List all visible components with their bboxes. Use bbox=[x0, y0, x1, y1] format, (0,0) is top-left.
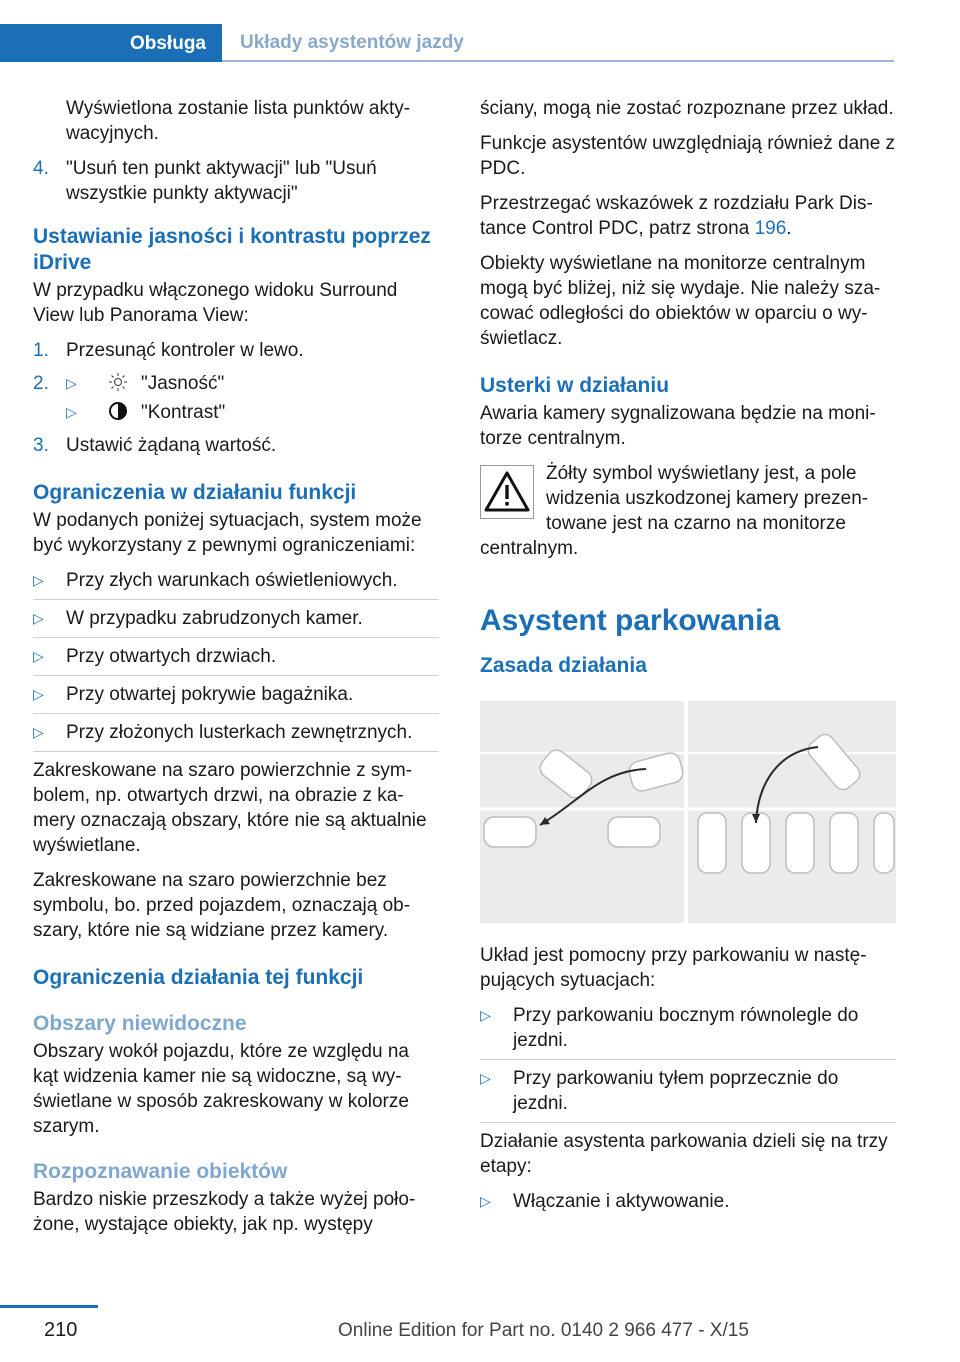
brightness-step-3 bbox=[33, 433, 439, 458]
step-text: "Usuń ten punkt aktywacji" lub "Usuń wszystkie punkty aktywacji" bbox=[66, 158, 377, 204]
right-column bbox=[480, 96, 896, 1222]
heading-brightness-contrast: Ustawianie jasności i kontrastu poprzez iDrive bbox=[33, 225, 431, 274]
assist-list bbox=[480, 1003, 896, 1123]
warning-block bbox=[480, 461, 896, 561]
step-number: 4. bbox=[33, 158, 49, 179]
step-text: Ustawić żądaną wartość. bbox=[66, 435, 277, 456]
list-item-text: Włączanie i aktywowanie. bbox=[513, 1191, 730, 1212]
brightness-icon bbox=[107, 372, 129, 392]
stages-intro: Działanie asystenta parkowania dzieli się na trzy etapy: bbox=[480, 1131, 888, 1177]
parking-illustration bbox=[480, 701, 896, 923]
bullet-icon: ▷ bbox=[33, 610, 44, 626]
footer-rule bbox=[0, 1305, 98, 1308]
bullet-icon: ▷ bbox=[480, 1193, 491, 1209]
contrast-icon bbox=[107, 401, 129, 421]
bullet-icon: ▷ bbox=[480, 1007, 491, 1023]
header-tabs bbox=[0, 24, 894, 62]
hatched-nosymbol-text: Zakreskowane na szaro powierzchnie bez symbolu, bo. przed pojazdem, oznaczają obszary, które nie są widziane przez kamery. bbox=[33, 870, 411, 941]
left-column bbox=[33, 96, 439, 1247]
pdc-reference-text: Przestrzegać wskazówek z rozdziału Park Distance Control PDC, patrz strona bbox=[480, 193, 873, 239]
contrast-label: "Kontrast" bbox=[141, 402, 226, 423]
list-intro-text: Wyświetlona zostanie lista punktów aktywacyjnych. bbox=[66, 98, 411, 144]
bullet-icon: ▷ bbox=[66, 375, 77, 391]
heading-faults: Usterki w działaniu bbox=[480, 374, 670, 397]
bullet-icon: ▷ bbox=[33, 686, 44, 702]
brightness-step-2-contrast bbox=[33, 400, 439, 425]
list-item-text: Przy parkowaniu tyłem poprzecznie do jezdni. bbox=[513, 1068, 839, 1114]
faults-text: Awaria kamery sygnalizowana będzie na monitorze centralnym. bbox=[480, 403, 876, 449]
brightness-step-1 bbox=[33, 338, 439, 363]
objects-distance-text: Obiekty wyświetlane na monitorze centralnym mogą być bliżej, niż się wydaje. Nie należy szacować odległości do obiektów w oparciu o wyświetlacz. bbox=[480, 253, 881, 349]
heading-invisible-areas: Obszary niewidoczne bbox=[33, 1012, 247, 1035]
warning-text: Żółty symbol wyświetlany jest, a pole widzenia uszkodzonej kamery prezentowane jest na czarno na monitorze centralnym. bbox=[480, 463, 869, 559]
limits-intro: W podanych poniżej sytuacjach, system może być wykorzystany z pewnymi ograniczeniami: bbox=[33, 510, 422, 556]
bullet-icon: ▷ bbox=[33, 648, 44, 664]
step-number: 2. bbox=[33, 373, 49, 394]
list-item bbox=[33, 720, 439, 752]
heading-function-limits: Ograniczenia w działaniu funkcji bbox=[33, 481, 357, 504]
list-item-text: Przy złożonych lusterkach zewnętrznych. bbox=[66, 722, 413, 743]
heading-principle: Zasada działania bbox=[480, 654, 647, 677]
continued-text: ściany, mogą nie zostać rozpoznane przez układ. bbox=[480, 98, 894, 119]
list-item bbox=[480, 1003, 896, 1060]
object-recognition-text: Bardzo niskie przeszkody a także wyżej położone, wystające obiekty, jak np. występy bbox=[33, 1189, 416, 1235]
brightness-label: "Jasność" bbox=[141, 373, 225, 394]
footer-edition: Online Edition for Part no. 0140 2 966 477 - X/15 bbox=[338, 1320, 749, 1341]
step-text: Przesunąć kontroler w lewo. bbox=[66, 340, 304, 361]
list-item-text: Przy otwartych drzwiach. bbox=[66, 646, 277, 667]
limits-list bbox=[33, 568, 439, 752]
list-item-text: W przypadku zabrudzonych kamer. bbox=[66, 608, 363, 629]
list-item bbox=[33, 682, 439, 714]
brightness-intro: W przypadku włączonego widoku Surround View lub Panorama View: bbox=[33, 280, 398, 326]
brightness-step-2 bbox=[33, 371, 439, 396]
page-number: 210 bbox=[44, 1319, 78, 1341]
pdc-reference bbox=[480, 191, 896, 241]
stages-list bbox=[480, 1189, 896, 1214]
hatched-symbol-text: Zakreskowane na szaro powierzchnie z symbolem, np. otwartych drzwi, na obrazie z kamery oznaczają obszary, które nie są aktualnie wyświetlane. bbox=[33, 760, 427, 856]
step-4 bbox=[33, 156, 439, 206]
invisible-areas-text: Obszary wokół pojazdu, które ze względu na kąt widzenia kamer nie są widoczne, są wyświetlane w sposób zakreskowany w kolorze szarym. bbox=[33, 1041, 409, 1137]
list-item bbox=[33, 568, 439, 600]
bullet-icon: ▷ bbox=[33, 572, 44, 588]
list-item bbox=[480, 1066, 896, 1123]
bullet-icon: ▷ bbox=[480, 1070, 491, 1086]
tab-section[interactable]: Obsługa bbox=[0, 24, 222, 62]
step-number: 3. bbox=[33, 435, 49, 456]
bullet-icon: ▷ bbox=[33, 724, 44, 740]
list-item bbox=[480, 1189, 896, 1214]
assist-intro: Układ jest pomocny przy parkowaniu w następujących sytuacjach: bbox=[480, 945, 867, 991]
pdc-text: Funkcje asystentów uwzględniają również dane z PDC. bbox=[480, 133, 896, 179]
heading-parking-assistant: Asystent parkowania bbox=[480, 604, 781, 637]
heading-function-restrictions: Ograniczenia działania tej funkcji bbox=[33, 966, 364, 989]
list-item-text: Przy złych warunkach oświetleniowych. bbox=[66, 570, 398, 591]
list-item-text: Przy otwartej pokrywie bagażnika. bbox=[66, 684, 354, 705]
pdc-reference-end: . bbox=[786, 218, 792, 239]
heading-object-recognition: Rozpoznawanie obiektów bbox=[33, 1160, 288, 1183]
list-item bbox=[33, 644, 439, 676]
bullet-icon: ▷ bbox=[66, 404, 77, 420]
warning-triangle-icon bbox=[480, 465, 534, 519]
tab-chapter[interactable]: Układy asystentów jazdy bbox=[222, 24, 894, 62]
list-item-text: Przy parkowaniu bocznym równolegle do jezdni. bbox=[513, 1005, 859, 1051]
list-item bbox=[33, 606, 439, 638]
step-number: 1. bbox=[33, 340, 49, 361]
page-link[interactable]: 196 bbox=[754, 218, 787, 239]
